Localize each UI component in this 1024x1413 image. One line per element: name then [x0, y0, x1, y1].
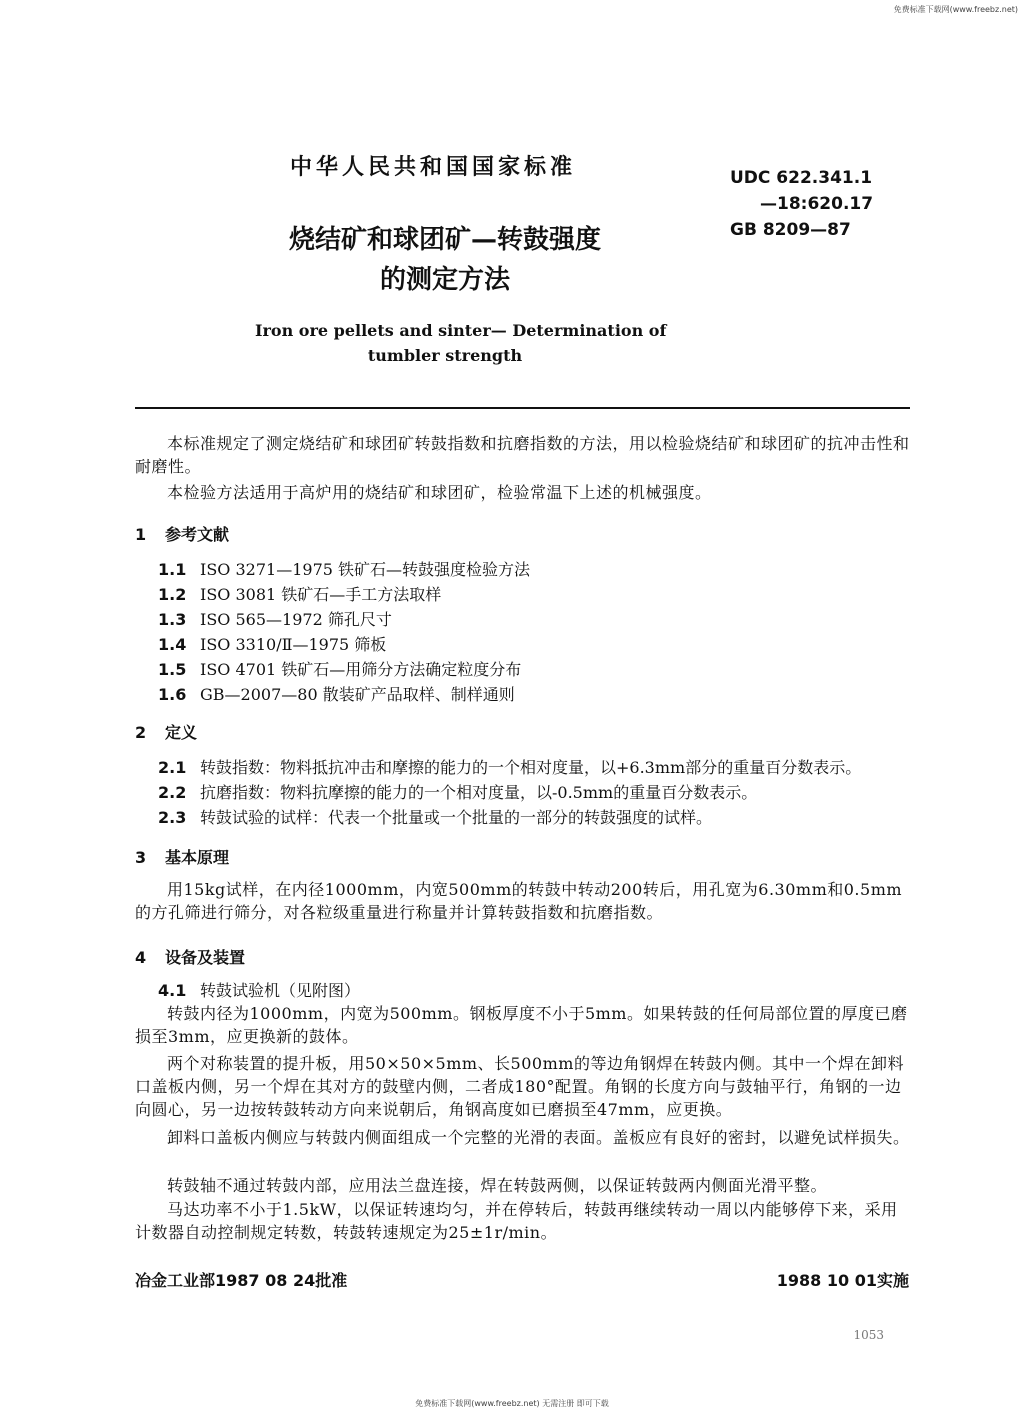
list-item	[158, 755, 861, 778]
approval-date: 冶金工业部1987 08 24批准	[135, 1271, 348, 1290]
udc-line: —18:620.17	[760, 194, 874, 214]
section-title: 设备及装置	[165, 948, 246, 967]
list-item	[158, 582, 441, 605]
item-text: ISO 3081 铁矿石—手工方法取样	[200, 585, 442, 604]
section-heading	[135, 720, 197, 743]
item-text: GB—2007—80 散装矿产品取样、制样通则	[200, 685, 515, 704]
list-item	[158, 607, 392, 630]
section-heading	[135, 845, 229, 868]
body-paragraph: 卸料口盖板内侧应与转鼓内侧面组成一个完整的光滑的表面。盖板应有良好的密封，以避免试样损失。	[167, 1128, 910, 1147]
body-paragraph: 两个对称装置的提升板，用50×50×5mm、长500mm的等边角钢焊在转鼓内侧。其中一个焊在卸料口盖板内侧，另一个焊在其对方的鼓壁内侧，二者成180°配置。角钢的长度方向与鼓轴平行，角钢的一边向圆心，另一边按转鼓转动方向来说朝后，角钢高度如已磨损至47mm，应更换。	[135, 1054, 904, 1119]
intro-paragraph: 本检验方法适用于高炉用的烧结矿和球团矿，检验常温下上述的机械强度。	[167, 483, 712, 502]
section-heading	[135, 522, 229, 545]
item-number: 1.6	[158, 685, 187, 704]
list-item	[158, 657, 521, 680]
item-number: 2.3	[158, 808, 187, 827]
list-item	[158, 805, 712, 828]
effective-date: 1988 10 01实施	[776, 1271, 909, 1290]
list-item	[158, 682, 515, 705]
item-text: 抗磨指数：物料抗摩擦的能力的一个相对度量，以-0.5mm的重量百分数表示。	[200, 783, 758, 802]
body-paragraph: 马达功率不小于1.5kW，以保证转速均匀，并在停转后，转鼓再继续转动一周以内能够停下来，采用计数器自动控制规定转数，转鼓转速规定为25±1r/min。	[135, 1200, 898, 1242]
body-paragraph: 转鼓内径为1000mm，内宽为500mm。钢板厚度不小于5mm。如果转鼓的任何局部位置的厚度已磨损至3mm，应更换新的鼓体。	[135, 1004, 908, 1046]
item-number: 4.1	[158, 981, 187, 1000]
item-text: 转鼓试验的试样：代表一个批量或一个批量的一部分的转鼓强度的试样。	[200, 808, 713, 827]
item-text: 转鼓指数：物料抵抗冲击和摩擦的能力的一个相对度量，以+6.3mm部分的重量百分数表示。	[200, 758, 862, 777]
body-paragraph: 用15kg试样，在内径1000mm，内宽500mm的转鼓中转动200转后，用孔宽为6.30mm和0.5mm的方孔筛进行筛分，对各粒级重量进行称量并计算转鼓指数和抗磨指数。	[135, 880, 903, 922]
item-text: ISO 565—1972 筛孔尺寸	[200, 610, 392, 629]
section-title: 参考文献	[165, 525, 230, 544]
udc-block	[730, 165, 873, 243]
section-number: 4	[135, 948, 147, 967]
section-number: 1	[135, 525, 147, 544]
item-number: 2.1	[158, 758, 187, 777]
item-number: 1.3	[158, 610, 187, 629]
item-text: ISO 3271—1975 铁矿石—转鼓强度检验方法	[200, 560, 531, 579]
section-title: 基本原理	[165, 848, 230, 867]
list-item	[158, 557, 530, 580]
item-number: 1.1	[158, 560, 187, 579]
item-number: 1.5	[158, 660, 187, 679]
item-text: 转鼓试验机（见附图）	[200, 981, 361, 1000]
item-number: 1.2	[158, 585, 187, 604]
section-title: 定义	[165, 723, 198, 742]
page-number: 1053	[853, 1328, 884, 1342]
intro-paragraph: 本标准规定了测定烧结矿和球团矿转鼓指数和抗磨指数的方法，用以检验烧结矿和球团矿的抗冲击性和耐磨性。	[135, 434, 910, 476]
title-en	[255, 318, 667, 368]
section-number: 3	[135, 848, 147, 867]
title-en-line: tumbler strength	[367, 346, 523, 365]
site-watermark-top: 免费标准下载网(www.freebz.net)	[893, 5, 1018, 14]
title-cn-line: 烧结矿和球团矿—转鼓强度	[288, 225, 601, 255]
udc-line: UDC 622.341.1	[730, 168, 873, 188]
list-item	[158, 978, 360, 1001]
title-cn-line: 的测定方法	[379, 265, 510, 295]
section-number: 2	[135, 723, 147, 742]
list-item	[158, 780, 757, 803]
section-heading	[135, 945, 245, 968]
item-number: 2.2	[158, 783, 187, 802]
standard-header: 中华人民共和国国家标准	[290, 155, 577, 180]
body-paragraph: 转鼓轴不通过转鼓内部，应用法兰盘连接，焊在转鼓两侧，以保证转鼓两内侧面光滑平整。	[167, 1176, 828, 1195]
item-number: 1.4	[158, 635, 187, 654]
list-item	[158, 632, 386, 655]
title-en-line: Iron ore pellets and sinter— Determination of	[255, 321, 667, 340]
title-cn	[270, 220, 620, 300]
site-watermark-bottom: 免费标准下载网(www.freebz.net) 无需注册 即可下载	[415, 1399, 609, 1408]
item-text: ISO 4701 铁矿石—用筛分方法确定粒度分布	[200, 660, 522, 679]
item-text: ISO 3310/Ⅱ—1975 筛板	[200, 635, 387, 654]
gb-number: GB 8209—87	[730, 220, 851, 240]
header-divider	[135, 407, 910, 409]
